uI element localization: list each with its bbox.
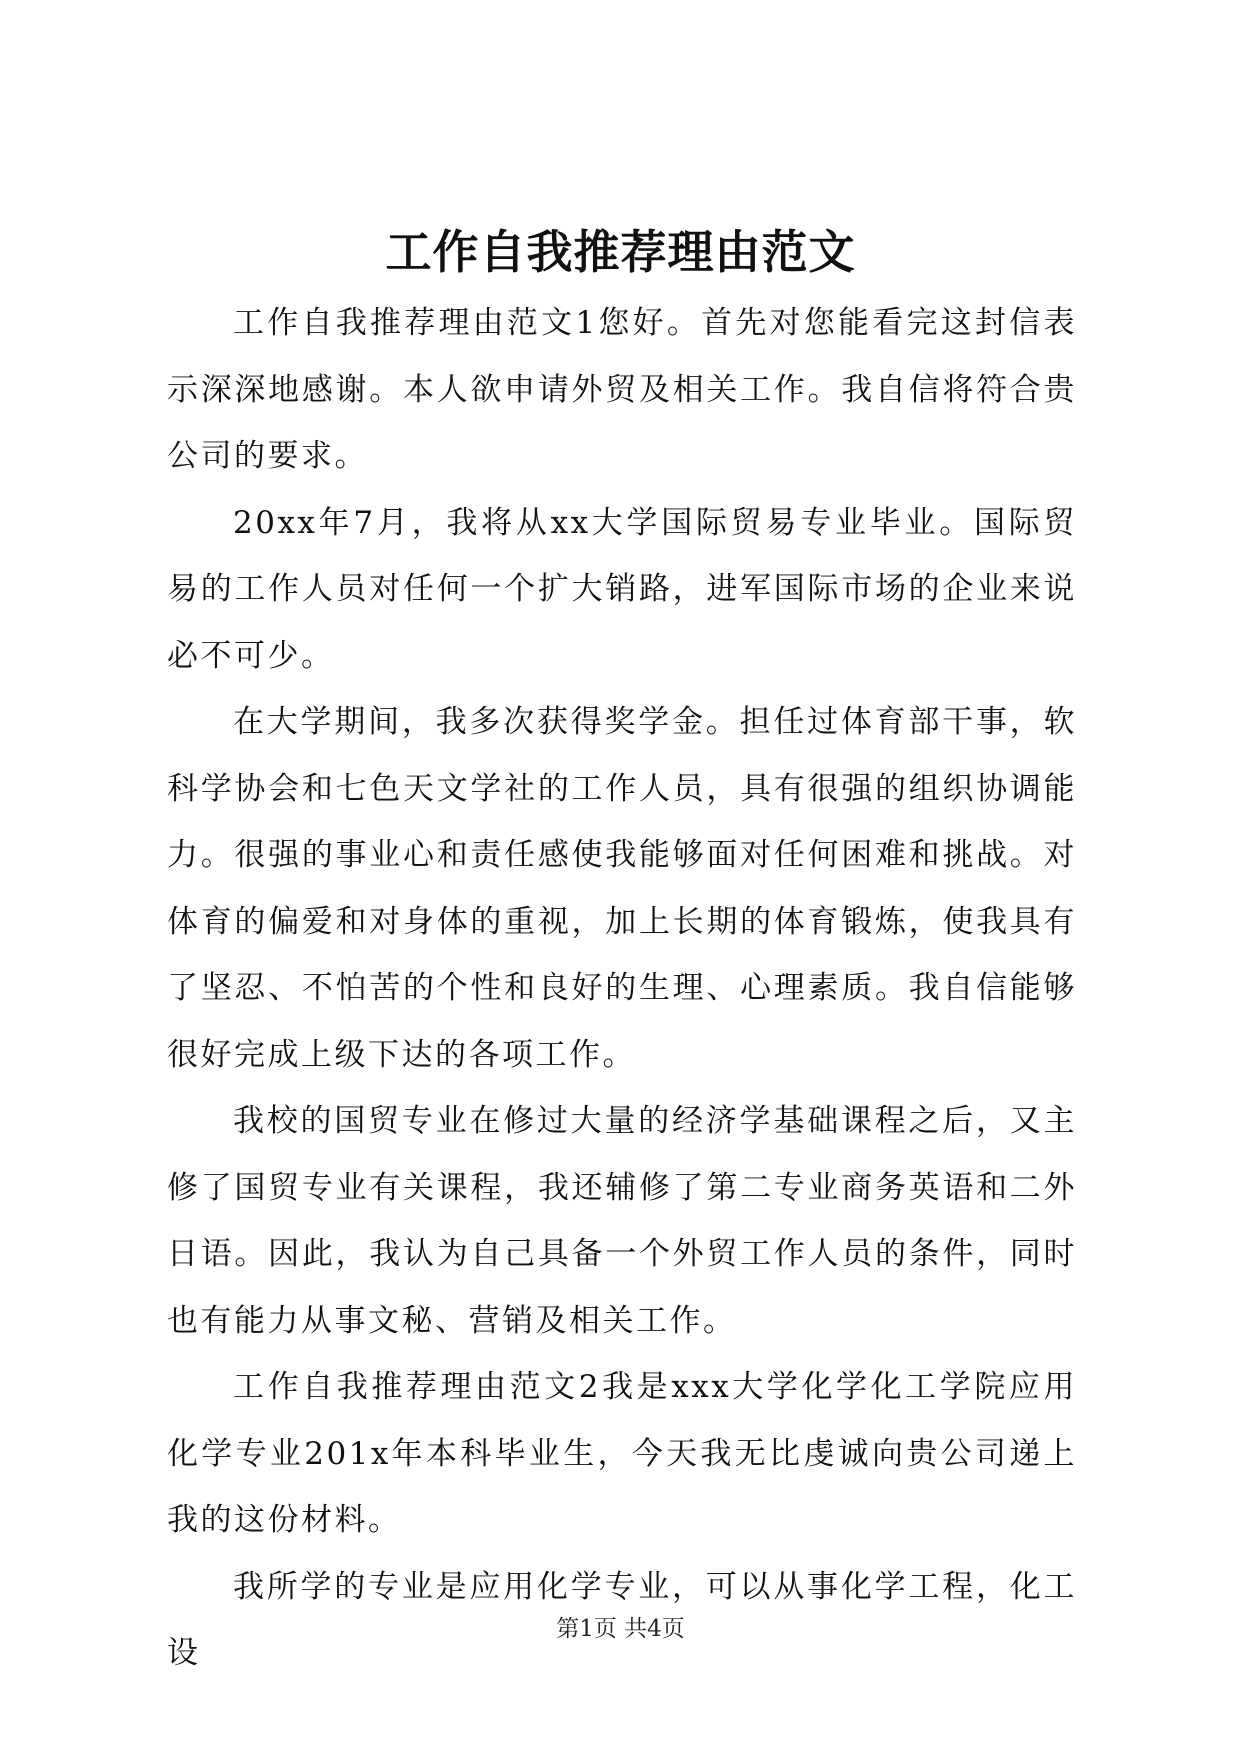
document-body — [167, 290, 1077, 1687]
page-number-footer: 第1页 共4页 — [556, 1616, 685, 1642]
paragraph-4: 我校的国贸专业在修过大量的经济学基础课程之后，又主修了国贸专业有关课程，我还辅修了第二专业商务英语和二外日语。因此，我认为自己具备一个外贸工作人员的条件，同时也有能力从事文秘、营销及相关工作。 — [167, 1103, 1077, 1339]
paragraph-3: 在大学期间，我多次获得奖学金。担任过体育部干事，软科学协会和七色天文学社的工作人员，具有很强的组织协调能力。很强的事业心和责任感使我能够面对任何困难和挑战。对体育的偏爱和对身体的重视，加上长期的体育锻炼，使我具有了坚忍、不怕苦的个性和良好的生理、心理素质。我自信能够很好完成上级下达的各项工作。 — [167, 704, 1077, 1073]
paragraph-5: 工作自我推荐理由范文2我是xxx大学化学化工学院应用化学专业201x年本科毕业生，今天我无比虔诚向贵公司递上我的这份材料。 — [167, 1369, 1077, 1538]
paragraph-1: 工作自我推荐理由范文1您好。首先对您能看完这封信表示深深地感谢。本人欲申请外贸及相关工作。我自信将符合贵公司的要求。 — [167, 305, 1077, 474]
paragraph-2: 20xx年7月，我将从xx大学国际贸易专业毕业。国际贸易的工作人员对任何一个扩大销路，进军国际市场的企业来说必不可少。 — [167, 504, 1077, 674]
paragraph-6: 我所学的专业是应用化学专业，可以从事化学工程，化工设 — [167, 1568, 1077, 1671]
document-title: 工作自我推荐理由范文 — [385, 225, 856, 279]
